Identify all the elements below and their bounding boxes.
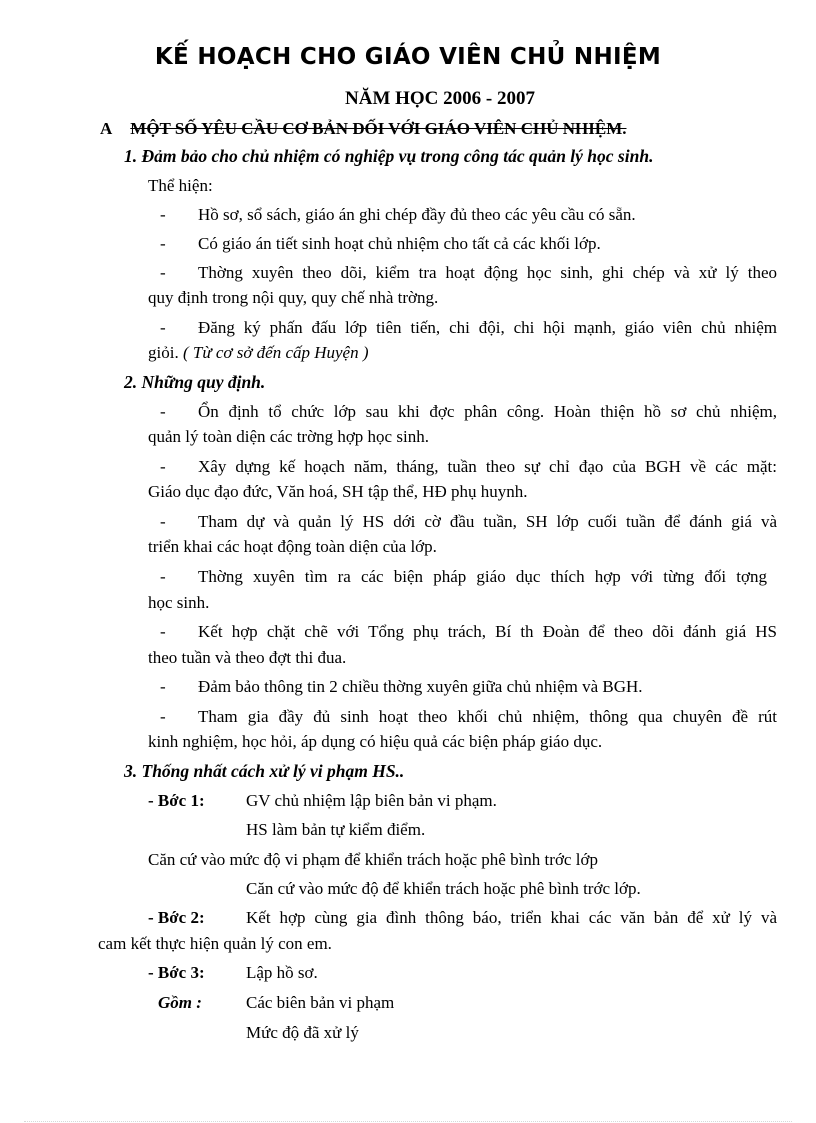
step2-line: cam kết thực hiện quản lý con em.	[98, 934, 332, 953]
part2-item: - Kết hợp chặt chẽ với Tổng phụ trách, Bí th Đoàn để theo dõi đánh giá HS	[160, 622, 777, 641]
part2-item-cont: triển khai các hoạt động toàn diện của lớp.	[148, 537, 437, 556]
part1-intro: Thể hiện:	[148, 176, 213, 195]
gom-label: Gồm :	[158, 993, 202, 1012]
part2-item: - Xây dựng kế hoạch năm, tháng, tuần theo sự chỉ đạo của BGH về các mặt:	[160, 457, 777, 476]
step3-label: - Bớc 3:	[148, 963, 205, 982]
step2-label: - Bớc 2:	[148, 908, 205, 927]
part1-item: - Hồ sơ, sổ sách, giáo án ghi chép đầy đủ theo các yêu cầu có sẵn.	[160, 205, 636, 224]
gom-line: Các biên bản vi phạm	[246, 993, 395, 1012]
part2-item: - Tham gia đầy đủ sinh hoạt theo khối chủ nhiệm, thông qua chuyên đề rút	[160, 707, 777, 726]
part3-heading: 3. Thống nhất cách xử lý vi phạm HS..	[124, 761, 405, 781]
part2-item: - Thờng xuyên tìm ra các biện pháp giáo dục thích hợp với từng đối tợng	[160, 567, 767, 586]
section-a-heading	[100, 119, 627, 139]
gom-line: Mức độ đã xử lý	[246, 1023, 359, 1042]
step1-label: - Bớc 1:	[148, 791, 205, 810]
document-title: KẾ HOẠCH CHO GIÁO VIÊN CHỦ NHIỆM	[154, 44, 662, 70]
part1-item: - Đăng ký phấn đấu lớp tiên tiến, chi đội, chi hội mạnh, giáo viên chủ nhiệm	[160, 318, 777, 337]
part1-item-cont: quy định trong nội quy, quy chế nhà trờng.	[148, 288, 439, 307]
part1-heading: 1. Đảm bảo cho chủ nhiệm có nghiệp vụ trong công tác quản lý học sinh.	[124, 146, 654, 166]
page-bottom-divider	[24, 1121, 792, 1122]
part1-item: - Thờng xuyên theo dõi, kiểm tra hoạt động học sinh, ghi chép và xử lý theo	[160, 263, 777, 282]
step1-line: HS làm bản tự kiểm điểm.	[246, 820, 426, 839]
step1-line: Căn cứ vào mức độ để khiển trách hoặc phê bình trớc lớp.	[246, 879, 641, 898]
part2-item: - Tham dự và quản lý HS dới cờ đầu tuần, SH lớp cuối tuần để đánh giá và	[160, 512, 777, 531]
part2-heading: 2. Những quy định.	[124, 372, 266, 392]
part2-item: - Đảm bảo thông tin 2 chiều thờng xuyên giữa chủ nhiệm và BGH.	[160, 677, 643, 696]
part1-note: ( Từ cơ sở đến cấp Huyện )	[182, 343, 369, 362]
step1-line: Căn cứ vào mức độ vi phạm để khiển trách hoặc phê bình trớc lớp	[148, 850, 598, 869]
part1-item-cont: giỏi. ( Từ cơ sở đến cấp Huyện )	[148, 343, 369, 362]
part2-item-cont: theo tuần và theo đợt thi đua.	[148, 648, 347, 667]
part2-item-cont: quản lý toàn diện các trờng hợp học sinh.	[148, 427, 429, 446]
part2-item-cont: học sinh.	[148, 593, 210, 612]
document-subtitle: NĂM HỌC 2006 - 2007	[345, 88, 535, 109]
section-a-title: MỘT SỐ YÊU CẦU CƠ BẢN ĐỐI VỚI GIÁO VIÊN CHỦ NHIỆM.	[130, 119, 627, 138]
part2-item-cont: kinh nghiệm, học hỏi, áp dụng có hiệu quả các biện pháp giáo dục.	[148, 732, 603, 751]
step2-line: Kết hợp cùng gia đình thông báo, triển khai các văn bản để xử lý và	[246, 908, 777, 927]
part2-item-cont: Giáo dục đạo đức, Văn hoá, SH tập thể, HĐ phụ huynh.	[148, 482, 528, 501]
section-a-letter: A	[100, 119, 113, 138]
step1-line: GV chủ nhiệm lập biên bản vi phạm.	[246, 791, 497, 810]
part2-item: - Ổn định tổ chức lớp sau khi đợc phân công. Hoàn thiện hồ sơ chủ nhiệm,	[160, 402, 777, 421]
part1-item: - Có giáo án tiết sinh hoạt chủ nhiệm cho tất cả các khối lớp.	[160, 234, 601, 253]
step3-text: Lập hồ sơ.	[246, 963, 318, 982]
